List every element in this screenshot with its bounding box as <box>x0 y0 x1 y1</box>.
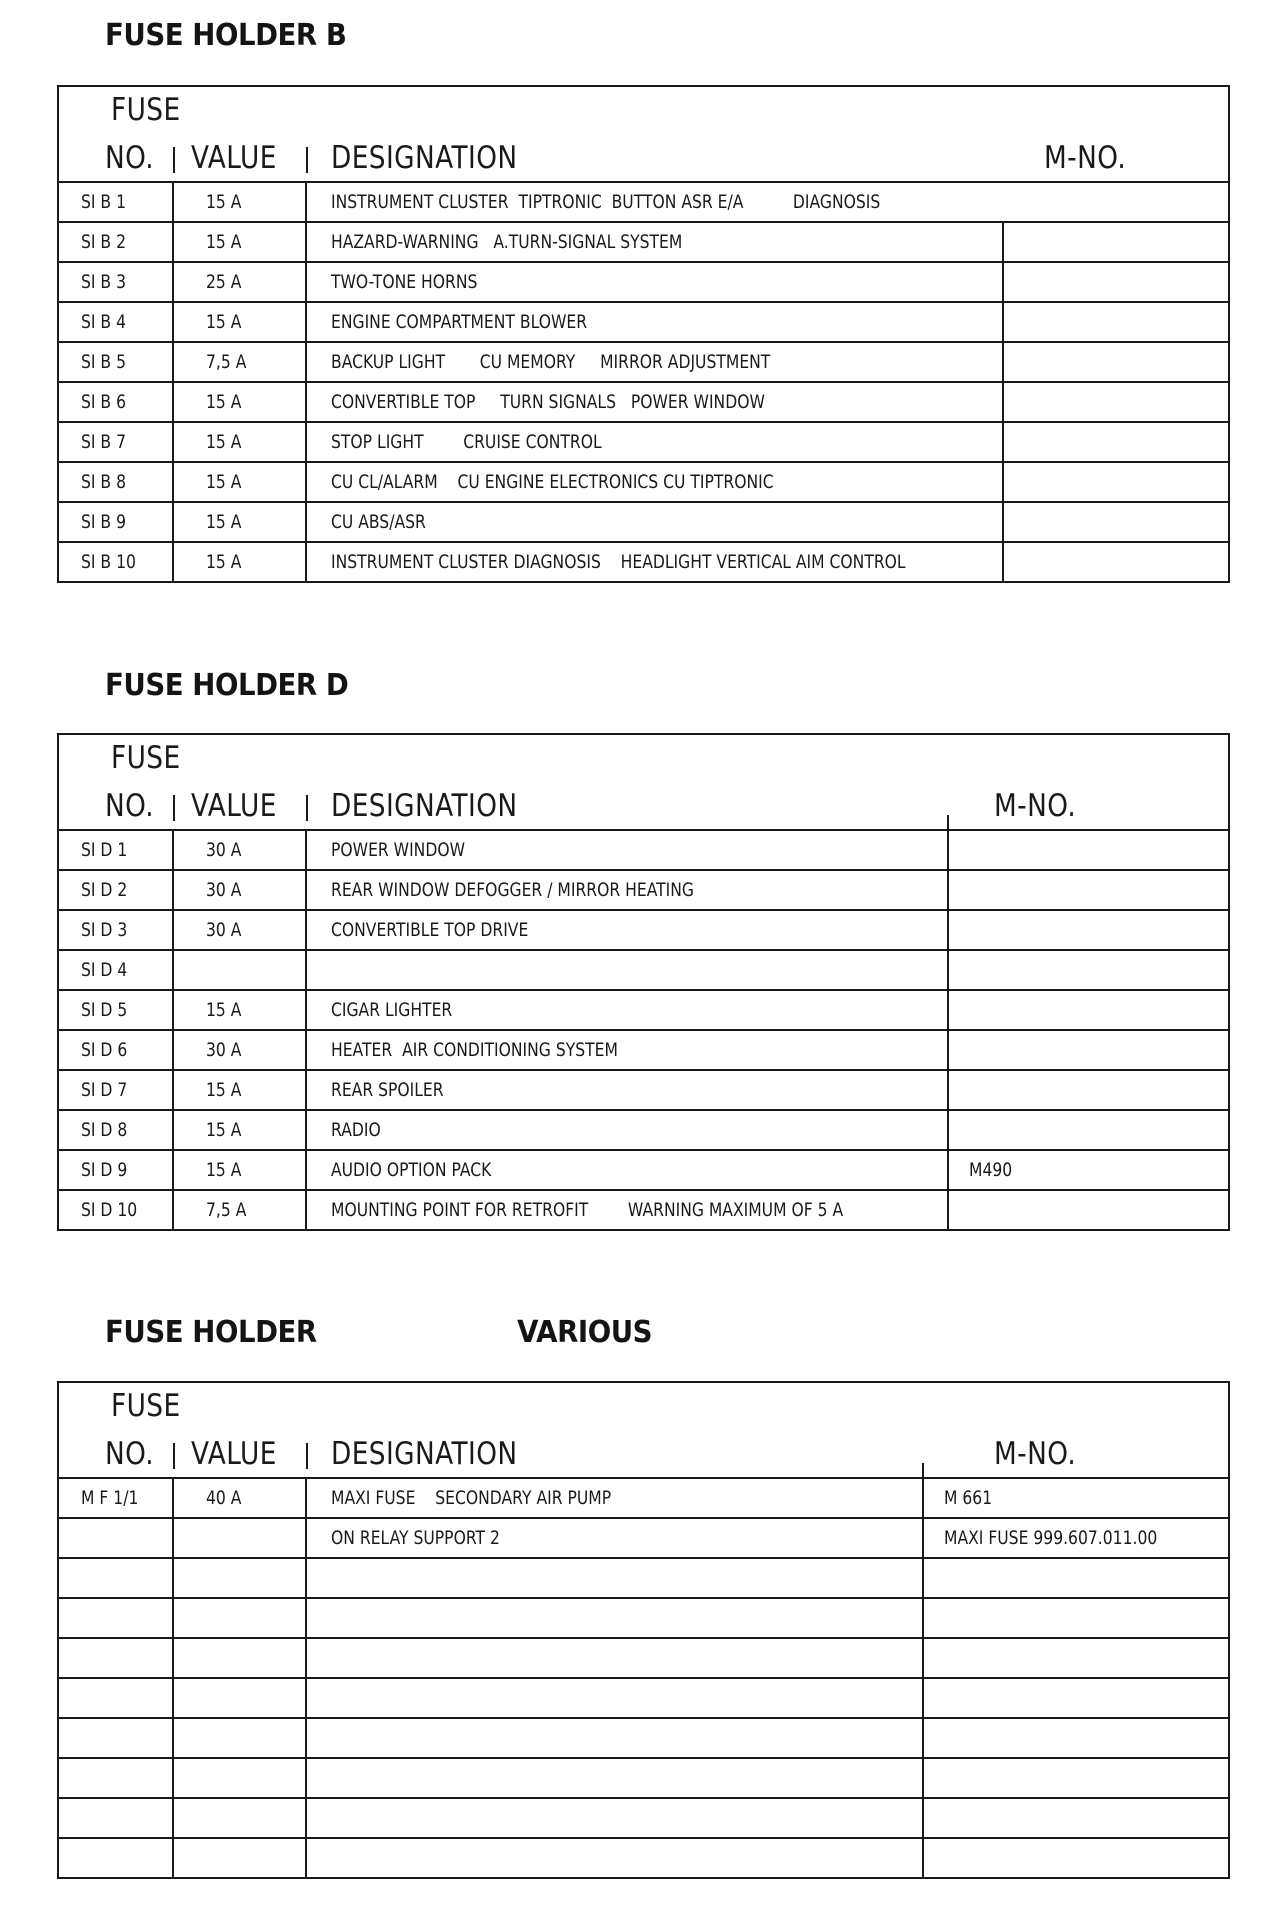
table-row <box>59 463 1228 503</box>
designation-cell <box>307 303 643 341</box>
designation: INSTRUMENT CLUSTER DIAGNOSIS HEADLIGHT VERTICAL AIM CONTROL <box>331 551 906 573</box>
fuse-no-cell <box>59 1479 174 1517</box>
fuse-table-holder-d <box>57 733 1230 1231</box>
table-row <box>59 1799 1228 1839</box>
table-row <box>59 1719 1228 1759</box>
fuse-no: SI D 9 <box>81 1159 128 1181</box>
designation-cell <box>307 831 494 869</box>
fuse-value-cell <box>174 1519 307 1557</box>
section-title-holder-d <box>105 668 348 703</box>
designation-cell <box>307 1679 331 1717</box>
m-no-cell <box>922 1639 1228 1677</box>
m-no: MAXI FUSE 999.607.011.00 <box>944 1527 1158 1549</box>
fuse-no: SI B 8 <box>81 471 126 493</box>
header-designation: DESIGNATION <box>331 788 518 824</box>
fuse-value-cell <box>174 1759 307 1797</box>
m-no: M 661 <box>944 1487 993 1509</box>
m-no-cell <box>922 1519 1228 1557</box>
fuse-no-cell <box>59 1151 174 1189</box>
table-row <box>59 543 1228 581</box>
table-header <box>59 87 1228 183</box>
header-no: NO. <box>105 140 155 176</box>
m-no-cell <box>922 1799 1228 1837</box>
fuse-value-cell <box>174 871 307 909</box>
fuse-no: SI D 7 <box>81 1079 128 1101</box>
fuse-no: SI D 10 <box>81 1199 138 1221</box>
title-text: FUSE HOLDER <box>105 1315 317 1350</box>
fuse-no-cell <box>59 951 174 989</box>
fuse-no-cell <box>59 1191 174 1229</box>
designation: TWO-TONE HORNS <box>331 271 478 293</box>
designation: BACKUP LIGHT CU MEMORY MIRROR ADJUSTMENT <box>331 351 771 373</box>
fuse-value-cell <box>174 951 307 989</box>
fuse-value: 7,5 A <box>206 1199 247 1221</box>
fuse-value: 15 A <box>206 471 242 493</box>
fuse-value-cell <box>174 991 307 1029</box>
designation: ON RELAY SUPPORT 2 <box>331 1527 500 1549</box>
header-fuse: FUSE <box>111 92 181 128</box>
fuse-value-cell <box>174 1839 307 1877</box>
m-no-cell <box>922 1719 1228 1757</box>
table-row <box>59 223 1228 263</box>
designation-cell <box>307 1839 331 1877</box>
fuse-no-cell <box>59 1519 174 1557</box>
fuse-value-cell <box>174 1639 307 1677</box>
designation-cell <box>307 463 871 501</box>
fuse-no: M F 1/1 <box>81 1487 139 1509</box>
designation: HEATER AIR CONDITIONING SYSTEM <box>331 1039 618 1061</box>
table-row <box>59 303 1228 343</box>
header-value: VALUE <box>191 140 277 176</box>
header-value: VALUE <box>191 1436 277 1472</box>
designation-cell <box>307 1639 331 1677</box>
fuse-no: SI B 9 <box>81 511 126 533</box>
designation-cell <box>307 1759 331 1797</box>
table-row <box>59 263 1228 303</box>
fuse-value: 15 A <box>206 551 242 573</box>
designation-cell <box>307 423 661 461</box>
fuse-value-cell <box>174 1031 307 1069</box>
header-m-no: M-NO. <box>1044 140 1127 176</box>
fuse-no: SI B 5 <box>81 351 126 373</box>
header-divider <box>173 147 175 173</box>
designation: POWER WINDOW <box>331 839 466 861</box>
fuse-value: 15 A <box>206 999 242 1021</box>
table-row <box>59 1519 1228 1559</box>
m-no-cell <box>1002 383 1228 421</box>
designation-cell <box>307 871 774 909</box>
fuse-value: 15 A <box>206 1119 242 1141</box>
fuse-no: SI D 6 <box>81 1039 128 1061</box>
fuse-no-cell <box>59 991 174 1029</box>
fuse-value: 7,5 A <box>206 351 247 373</box>
header-m-no: M-NO. <box>994 1436 1077 1472</box>
m-no-cell <box>947 1151 1228 1189</box>
fuse-no-cell <box>59 911 174 949</box>
table-row <box>59 503 1228 543</box>
designation-cell <box>307 543 1032 581</box>
fuse-no-cell <box>59 183 174 221</box>
table-row <box>59 183 1228 223</box>
title-text: FUSE HOLDER D <box>105 668 349 703</box>
designation: REAR SPOILER <box>331 1079 444 1101</box>
fuse-value: 30 A <box>206 839 242 861</box>
fuse-no-cell <box>59 871 174 909</box>
m-no-cell <box>947 871 1228 909</box>
designation: CONVERTIBLE TOP DRIVE <box>331 919 529 941</box>
designation-cell <box>307 503 447 541</box>
header-divider <box>947 815 949 829</box>
fuse-value-cell <box>174 343 307 381</box>
m-no-cell <box>1002 183 1228 221</box>
fuse-value-cell <box>174 383 307 421</box>
fuse-table-holder-various <box>57 1381 1230 1879</box>
table-row <box>59 1071 1228 1111</box>
fuse-no-cell <box>59 1031 174 1069</box>
designation: MAXI FUSE SECONDARY AIR PUMP <box>331 1487 612 1509</box>
fuse-no-cell <box>59 303 174 341</box>
designation: CONVERTIBLE TOP TURN SIGNALS POWER WINDOW <box>331 391 765 413</box>
fuse-value: 15 A <box>206 191 242 213</box>
fuse-no-cell <box>59 1599 174 1637</box>
fuse-no-cell <box>59 543 174 581</box>
designation-cell <box>307 1519 537 1557</box>
designation: CIGAR LIGHTER <box>331 999 453 1021</box>
m-no-cell <box>1002 223 1228 261</box>
m-no-cell <box>922 1839 1228 1877</box>
fuse-value-cell <box>174 1479 307 1517</box>
table-row <box>59 1479 1228 1519</box>
fuse-no-cell <box>59 1559 174 1597</box>
table-row <box>59 1111 1228 1151</box>
fuse-no: SI B 4 <box>81 311 126 333</box>
m-no-cell <box>1002 343 1228 381</box>
header-divider <box>306 795 308 821</box>
fuse-no-cell <box>59 1071 174 1109</box>
fuse-value: 25 A <box>206 271 242 293</box>
header-no: NO. <box>105 1436 155 1472</box>
fuse-no: SI D 2 <box>81 879 128 901</box>
designation: CU CL/ALARM CU ENGINE ELECTRONICS CU TIPTRONIC <box>331 471 774 493</box>
designation: REAR WINDOW DEFOGGER / MIRROR HEATING <box>331 879 694 901</box>
designation: CU ABS/ASR <box>331 511 426 533</box>
designation: INSTRUMENT CLUSTER TIPTRONIC BUTTON ASR E/A DIAGNOSIS <box>331 191 881 213</box>
designation-cell <box>307 1191 956 1229</box>
fuse-value-cell <box>174 1679 307 1717</box>
fuse-value-cell <box>174 911 307 949</box>
fuse-no-cell <box>59 1639 174 1677</box>
m-no-cell <box>947 951 1228 989</box>
fuse-value-cell <box>174 503 307 541</box>
fuse-value-cell <box>174 263 307 301</box>
fuse-value: 15 A <box>206 1159 242 1181</box>
fuse-value-cell <box>174 1599 307 1637</box>
designation-cell <box>307 1559 331 1597</box>
m-no-cell <box>922 1559 1228 1597</box>
fuse-value: 30 A <box>206 1039 242 1061</box>
table-row <box>59 871 1228 911</box>
fuse-no: SI B 2 <box>81 231 126 253</box>
designation-cell <box>307 1151 527 1189</box>
header-divider <box>173 795 175 821</box>
fuse-value-cell <box>174 1151 307 1189</box>
designation: MOUNTING POINT FOR RETROFIT WARNING MAXIMUM OF 5 A <box>331 1199 844 1221</box>
fuse-value-cell <box>174 1191 307 1229</box>
designation-cell <box>307 1031 681 1069</box>
fuse-value-cell <box>174 423 307 461</box>
table-row <box>59 951 1228 991</box>
m-no-cell <box>947 991 1228 1029</box>
table-row <box>59 1839 1228 1877</box>
fuse-value-cell <box>174 831 307 869</box>
fuse-value-cell <box>174 1071 307 1109</box>
fuse-value-cell <box>174 183 307 221</box>
header-designation: DESIGNATION <box>331 140 518 176</box>
m-no-cell <box>922 1599 1228 1637</box>
table-row <box>59 1759 1228 1799</box>
fuse-no: SI D 1 <box>81 839 128 861</box>
section-title-holder-various <box>105 1315 653 1350</box>
designation-cell <box>307 263 510 301</box>
fuse-value: 15 A <box>206 311 242 333</box>
table-row <box>59 1151 1228 1191</box>
m-no-cell <box>1002 263 1228 301</box>
header-m-no: M-NO. <box>994 788 1077 824</box>
table-row <box>59 1679 1228 1719</box>
table-row <box>59 1639 1228 1679</box>
fuse-value: 15 A <box>206 391 242 413</box>
designation-cell <box>307 223 759 261</box>
table-row <box>59 423 1228 463</box>
m-no-cell <box>947 911 1228 949</box>
title-various: VARIOUS <box>517 1315 653 1350</box>
table-row <box>59 991 1228 1031</box>
m-no-cell <box>1002 503 1228 541</box>
designation-cell <box>307 183 1001 221</box>
fuse-no: SI D 4 <box>81 959 128 981</box>
fuse-no-cell <box>59 1799 174 1837</box>
m-no-cell <box>947 1191 1228 1229</box>
fuse-value: 30 A <box>206 919 242 941</box>
table-header <box>59 1383 1228 1479</box>
fuse-no-cell <box>59 463 174 501</box>
fuse-no-cell <box>59 423 174 461</box>
designation-cell <box>307 951 331 989</box>
designation: AUDIO OPTION PACK <box>331 1159 492 1181</box>
fuse-no-cell <box>59 503 174 541</box>
fuse-no: SI B 3 <box>81 271 126 293</box>
fuse-value-cell <box>174 303 307 341</box>
fuse-no: SI D 8 <box>81 1119 128 1141</box>
fuse-no: SI D 3 <box>81 919 128 941</box>
fuse-value-cell <box>174 1111 307 1149</box>
fuse-no: SI B 6 <box>81 391 126 413</box>
fuse-value: 15 A <box>206 231 242 253</box>
fuse-value: 15 A <box>206 431 242 453</box>
designation-cell <box>307 343 867 381</box>
header-designation: DESIGNATION <box>331 1436 518 1472</box>
designation-cell <box>307 1719 331 1757</box>
m-no-cell <box>947 831 1228 869</box>
fuse-value: 40 A <box>206 1487 242 1509</box>
header-divider <box>173 1443 175 1469</box>
table-row <box>59 1599 1228 1639</box>
fuse-value-cell <box>174 1799 307 1837</box>
fuse-no-cell <box>59 1839 174 1877</box>
designation: HAZARD-WARNING A.TURN-SIGNAL SYSTEM <box>331 231 683 253</box>
designation-cell <box>307 1479 673 1517</box>
table-row <box>59 1031 1228 1071</box>
designation: RADIO <box>331 1119 381 1141</box>
fuse-value-cell <box>174 1719 307 1757</box>
fuse-no-cell <box>59 1111 174 1149</box>
fuse-no: SI B 7 <box>81 431 126 453</box>
designation-cell <box>307 991 479 1029</box>
header-divider <box>306 1443 308 1469</box>
table-row <box>59 343 1228 383</box>
fuse-value: 30 A <box>206 879 242 901</box>
m-no-cell <box>1002 543 1228 581</box>
fuse-table-holder-b <box>57 85 1230 583</box>
table-header <box>59 735 1228 831</box>
header-no: NO. <box>105 788 155 824</box>
m-no-cell <box>947 1111 1228 1149</box>
fuse-value-cell <box>174 543 307 581</box>
fuse-no-cell <box>59 223 174 261</box>
designation-cell <box>307 383 860 421</box>
header-fuse: FUSE <box>111 740 181 776</box>
header-value: VALUE <box>191 788 277 824</box>
fuse-value-cell <box>174 223 307 261</box>
header-divider <box>306 147 308 173</box>
fuse-no-cell <box>59 1719 174 1757</box>
title-text: FUSE HOLDER B <box>105 18 347 53</box>
designation: ENGINE COMPARTMENT BLOWER <box>331 311 588 333</box>
fuse-no: SI B 1 <box>81 191 126 213</box>
fuse-value-cell <box>174 1559 307 1597</box>
fuse-value-cell <box>174 463 307 501</box>
fuse-no-cell <box>59 1679 174 1717</box>
fuse-no: SI D 5 <box>81 999 128 1021</box>
header-divider <box>922 1463 924 1477</box>
designation-cell <box>307 1071 468 1109</box>
m-no-cell <box>1002 303 1228 341</box>
table-row <box>59 831 1228 871</box>
m-no-cell <box>1002 423 1228 461</box>
table-row <box>59 1191 1228 1229</box>
m-no: M490 <box>969 1159 1013 1181</box>
fuse-no-cell <box>59 343 174 381</box>
m-no-cell <box>947 1071 1228 1109</box>
fuse-value: 15 A <box>206 511 242 533</box>
fuse-no-cell <box>59 1759 174 1797</box>
m-no-cell <box>947 1031 1228 1069</box>
m-no-cell <box>922 1759 1228 1797</box>
header-fuse: FUSE <box>111 1388 181 1424</box>
fuse-no-cell <box>59 831 174 869</box>
table-row <box>59 911 1228 951</box>
fuse-no-cell <box>59 383 174 421</box>
table-row <box>59 383 1228 423</box>
designation-cell <box>307 1599 331 1637</box>
table-row <box>59 1559 1228 1599</box>
fuse-value: 15 A <box>206 1079 242 1101</box>
m-no-cell <box>1002 463 1228 501</box>
designation: STOP LIGHT CRUISE CONTROL <box>331 431 602 453</box>
designation-cell <box>307 1799 331 1837</box>
designation-cell <box>307 1111 392 1149</box>
fuse-no-cell <box>59 263 174 301</box>
fuse-no: SI B 10 <box>81 551 136 573</box>
m-no-cell <box>922 1679 1228 1717</box>
m-no-cell <box>922 1479 1228 1517</box>
designation-cell <box>307 911 572 949</box>
section-title-holder-b <box>105 18 346 53</box>
